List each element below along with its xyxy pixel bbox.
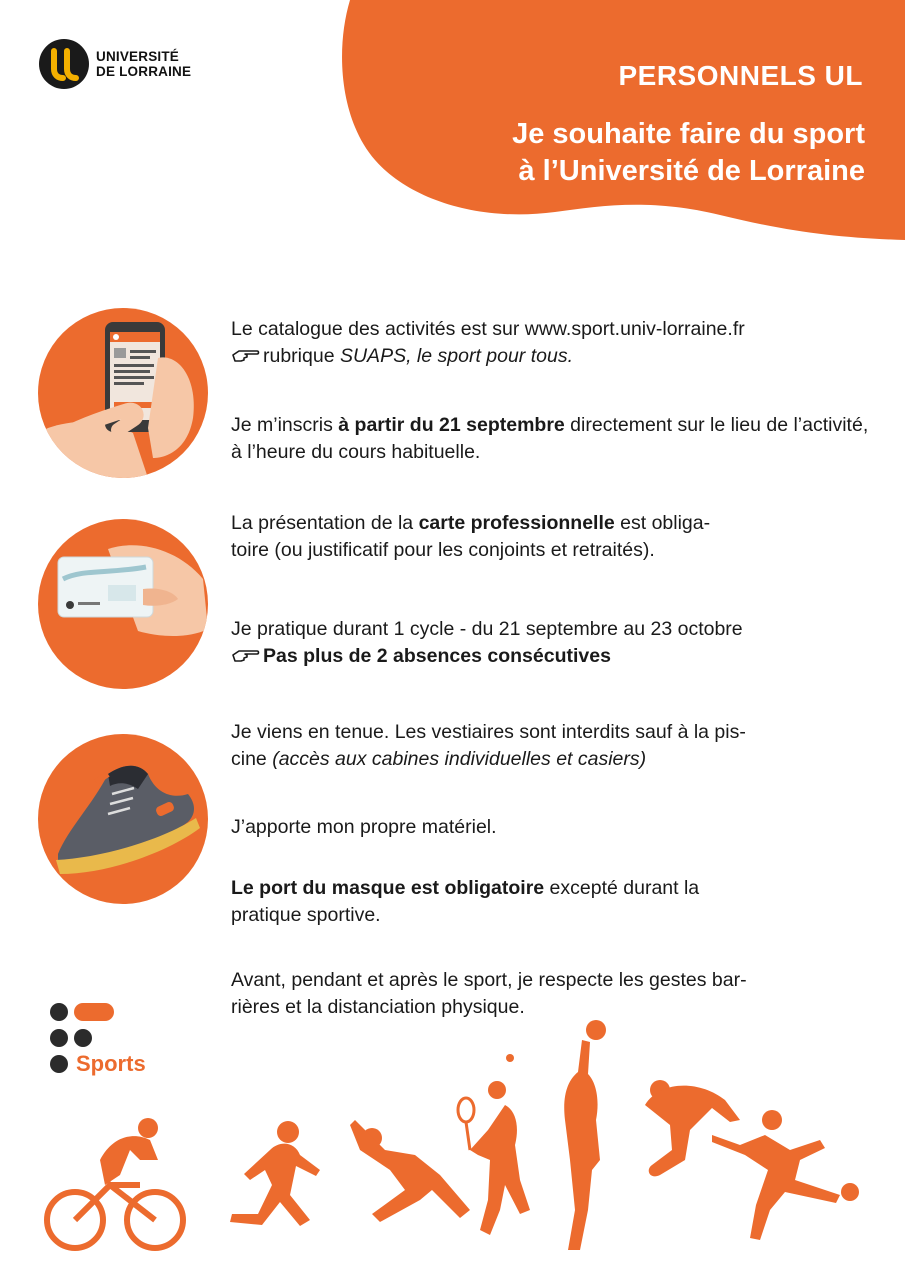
university-logo [38, 38, 208, 92]
cyclist-icon [47, 1118, 183, 1248]
tennis-player-icon [458, 1054, 530, 1235]
cycle-paragraph: Je pratique durant 1 cycle - du 21 septembre au 23 octobre Pas plus de 2 absences consécutives [231, 618, 743, 667]
phone-hand-icon [38, 308, 208, 478]
masque-paragraph: Le port du masque est obligatoire excepté durant la pratique sportive. [231, 877, 700, 926]
inscription-paragraph: Je m’inscris à partir du 21 septembre directement sur le lieu de l’activité, à l’heure du cours habituelle. [231, 414, 869, 463]
athletes-silhouettes [0, 1010, 905, 1280]
sneaker-icon [38, 734, 208, 904]
materiel-paragraph: J’apporte mon propre matériel. [231, 816, 497, 838]
football-player-icon [712, 1110, 859, 1240]
card-hand-icon [38, 519, 208, 689]
university-name: UNIVERSITÉ DE LORRAINE [96, 49, 192, 79]
stretching-icon [350, 1120, 470, 1222]
ul-logo-icon [38, 38, 90, 90]
tenue-paragraph: Je viens en tenue. Les vestiaires sont interdits sauf à la pis- cine (accès aux cabines individuelles et casiers) [231, 721, 746, 770]
gestes-paragraph: Avant, pendant et après le sport, je respecte les gestes bar- rières et la distanciation physique. [231, 969, 747, 1018]
pointing-hand-icon [231, 345, 261, 365]
runner-icon [230, 1121, 320, 1226]
basketball-player-icon [564, 1020, 606, 1250]
gymnast-icon [645, 1080, 740, 1176]
pointing-hand-icon [231, 645, 261, 665]
page-title: Je souhaite faire du sport à l’Université de Lorraine [512, 118, 865, 187]
catalogue-paragraph: Le catalogue des activités est sur www.sport.univ-lorraine.fr rubrique SUAPS, le sport pour tous. [231, 318, 745, 367]
carte-paragraph: La présentation de la carte professionnelle est obliga- toire (ou justificatif pour les conjoints et retraités). [231, 512, 711, 561]
sports-label: Sports [76, 1051, 146, 1076]
header-kicker: PERSONNELS UL [618, 60, 863, 91]
